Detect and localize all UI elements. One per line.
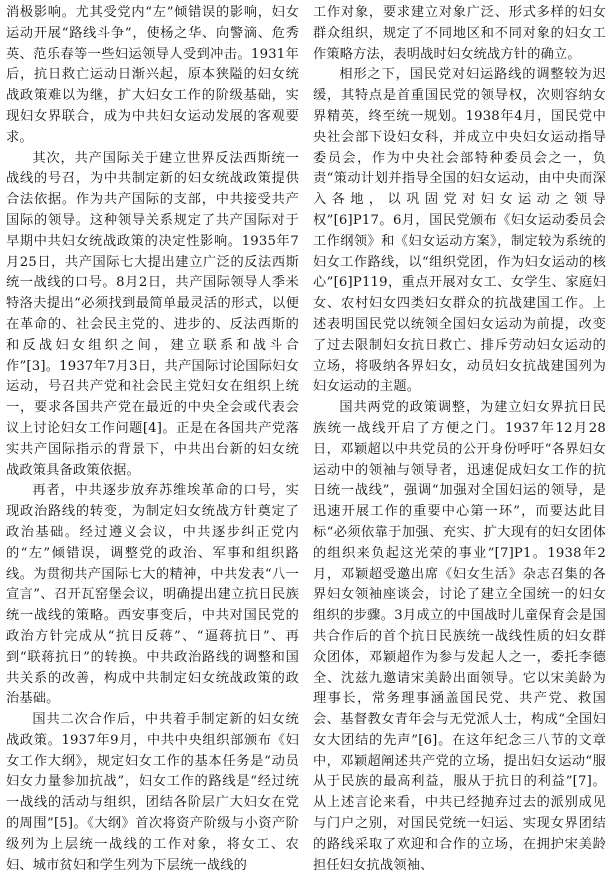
paragraph: 国共两党的政策调整，为建立妇女界抗日民族统一战线开启了方便之门。1937年12月28日，邓颖超以中共党员的公开身份呼吁“各界妇女运动中的领袖与领导者，迅速促成妇女工作的抗日统一战线”，强调“加强对全国妇运的领导，是迅速开展工作的重要中心第一环”，而要达此目标“必须依靠于加强、充实、扩大现有的妇女团体的组织来负起这光荣的事业”[7]P1。1938年2月，邓颖超受邀出席《妇女生活》杂志召集的各界妇女领袖座谈会，讨论了建立全国统一的妇女组织的步骤。3月成立的中国战时儿童保育会是国共合作后的首个抗日民族统一战线性质的妇女群众团体，邓颖超作为参与发起人之一，委托李德全、沈兹九邀请宋美龄出面领导。它以宋美龄为理事长，常务理事涵盖国民党、共产党、救国会、基督教女青年会与无党派人士，构成“全国妇女大团结的先声”[6]。在这年纪念三八节的文章中，邓颖超阐述共产党的立场，提出妇女运动“服从于民族的最高利益，服从于抗日的利益”[7]。从上述言论来看，中共已经抛弃过去的派别成见与门户之别，对国民党统一妇运、实现女界团结的路线采取了欢迎和合作的立场，在拥护宋美龄担任妇女抗战领袖、 [313, 400, 606, 873]
right-column [313, 3, 606, 887]
paragraph: 相形之下，国民党对妇运路线的调整较为迟缓，其特点是首重国民党的领导权，次则容纳女界精英，终至统一规划。1938年4月，国民党中央社会部下设妇女科，并成立中央妇女运动指导委员会，作为中央社会部特种委员会之一，负责“策动计划并指导全国的妇女运动，由中央而深入各地，以巩固党对妇女运动之领导权”[6]P17。6月，国民党颁布《妇女运动委员会工作纲领》和《妇女运动方案》，制定较为系统的妇女工作路线，以“组织党团，作为妇女运动的核心”[6]P119，重点开展对女工、女学生、家庭妇女、农村妇女四类妇女群众的抗战建国工作。上述表明国民党以统领全国妇女运动为前提，改变了过去限制妇女抗日救亡、排斥劳动妇女运动的立场，将吸纳各界妇女，动员妇女抗战建国列为妇女运动的主题。 [313, 67, 606, 395]
paragraph: 消极影响。尤其受党内“左”倾错误的影响，妇女运动开展“路线斗争”，使杨之华、向警滴、危秀英、范乐春等一些妇运领导人受到冲击。1931年后，抗日救亡运动日渐兴起，原本狭隘的妇女统战政策难以为继，扩大妇女工作的阶级基础，实现妇女界联合，成为中共妇女运动发展的客观要求。 [6, 5, 299, 145]
paragraph: 工作对象，要求建立对象广泛、形式多样的妇女群众组织，规定了不同地区和不同对象的妇女工作策略方法，表明战时妇女统战方针的确立。 [313, 5, 606, 62]
left-column [6, 3, 299, 887]
paragraph: 国共二次合作后，中共着手制定新的妇女统战政策。1937年9月，中共中央组织部颁布《妇女工作大纲》，规定妇女工作的基本任务是“动员妇女力量参加抗战”，妇女工作的路线是“经过统一战线的活动与组织，团结各阶层广大妇女在党的周围”[5]。《大纲》首次将资产阶级与小资产阶级列为上层统一战线的工作对象，将女工、农妇、城市贫妇和学生列为下层统一战线的 [6, 712, 299, 873]
paragraph: 其次，共产国际关于建立世界反法西斯统一战线的号召，为中共制定新的妇女统战政策提供合法依据。作为共产国际的支部，中共接受共产国际的领导。这种领导关系规定了共产国际对于早期中共妇女统战政策的决定性影响。1935年7月25日，共产国际七大提出建立广泛的反法西斯统一战线的口号。8月2日，共产国际领导人季米特洛夫提出“必须找到最简单最灵活的形式，以便在革命的、社会民主党的、进步的、反法西斯的和反战妇女组织之间，建立联系和战斗合作”[3]。1937年7月3日，共产国际讨论国际妇女运动，号召共产党和社会民主党妇女在组织上统一，要求各国共产党在最近的中央全会或代表会议上讨论妇女工作问题[4]。正是在各国共产党落实共产国际指示的背景下，中共出台新的妇女统战政策具备政策依据。 [6, 150, 299, 478]
paragraph: 再者，中共逐步放弃苏维埃革命的口号，实现政治路线的转变，为制定妇女统战方针奠定了政治基础。经过遵义会议，中共逐步纠正党内的“左”倾错误，调整党的政治、军事和组织路线。为贯彻共产国际七大的精神，中共发表“八一宣言”、召开瓦窑堡会议，明确提出建立抗日民族统一战线的策略。西安事变后，中共对国民党的政治方针完成从“抗日反蒋”、“逼蒋抗日”、再到“联蒋抗日”的转换。中共政治路线的调整和国共关系的改善，构成中共制定妇女统战政策的政治基础。 [6, 483, 299, 707]
